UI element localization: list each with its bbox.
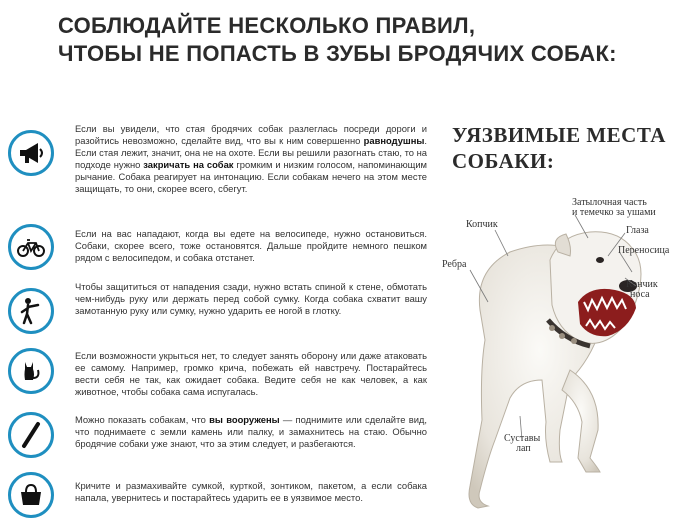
title-line-1: СОБЛЮДАЙТЕ НЕСКОЛЬКО ПРАВИЛ, [58, 13, 476, 38]
page-title [58, 12, 658, 68]
vulnerable-title-line-1: УЯЗВИМЫЕ МЕСТА [452, 123, 666, 147]
label-ribs: Ребра [442, 259, 467, 270]
rule-text-2: Если на вас нападают, когда вы едете на велосипеде, нужно остановиться. Собаки, скорее всего, тоже остановятся. Дальше пройдите немного пешком рядом с велосипедом, и собака отстанет. [75, 228, 427, 264]
cat-icon [8, 348, 54, 394]
label-eyes: Глаза [626, 225, 649, 236]
rule-text-4: Если возможности укрыться нет, то следует занять оборону или даже атаковать ее самому. Например, громко крича, побежать ей навстречу. Постарайтесь вести себя не так, как ожидает собака. Ведите себя не как человек, а как животное, чтобы собака сама испугалась. [75, 350, 427, 398]
rule-text-3: Чтобы защититься от нападения сзади, нужно встать спиной к стене, обмотать чем-нибудь руку или держать перед собой сумку. Когда собака схватит вашу замотанную руку или сумку, нужно ударить ее ногой в глотку. [75, 281, 427, 317]
stick-icon [8, 412, 54, 458]
vulnerable-spots-title [452, 122, 692, 174]
karate-kick-icon [8, 288, 54, 334]
rule-text-5: Можно показать собакам, что вы вооружены — поднимите или сделайте вид, что поднимаете с земли камень или палку, и замахнитесь на стаю. Обычно бродячие собаки уже знают, что за этим следует, и разбегаются. [75, 414, 428, 450]
rule-text-6: Кричите и размахивайте сумкой, курткой, зонтиком, пакетом, а если собака напала, увернитесь и постарайтесь ударить ее в уязвимое место. [75, 480, 427, 504]
handbag-icon [8, 472, 54, 518]
rule-text-1: Если вы увидели, что стая бродячих собак разлеглась посреди дороги и разойтись невозможно, сделайте вид, что вы к ним совершенно равнодушны. Если стая лежит, значит, она не на охоте. Если вы решили разогнать стаю, то на подходе нужно закричать на собак громким и низким голосом, напоминающим рычание. Собака реагирует на интонацию. Если собакам нечего на этом месте защищать, то они, скорее всего, сбегут. [75, 123, 428, 195]
label-joints: Суставы лап [504, 433, 541, 454]
label-nape: Затылочная часть и темечко за ушами [572, 197, 656, 218]
dog-diagram [440, 190, 700, 519]
title-line-2: ЧТОБЫ НЕ ПОПАСТЬ В ЗУБЫ БРОДЯЧИХ СОБАК: [58, 41, 617, 66]
vulnerable-title-line-2: СОБАКИ: [452, 149, 555, 173]
label-leader-lines [440, 190, 700, 519]
megaphone-icon [8, 130, 54, 176]
label-tail: Копчик [466, 219, 498, 230]
label-nose-tip: Кончик носа [626, 279, 658, 300]
label-nose-bridge: Переносица [618, 245, 670, 256]
bicycle-icon [8, 224, 54, 270]
